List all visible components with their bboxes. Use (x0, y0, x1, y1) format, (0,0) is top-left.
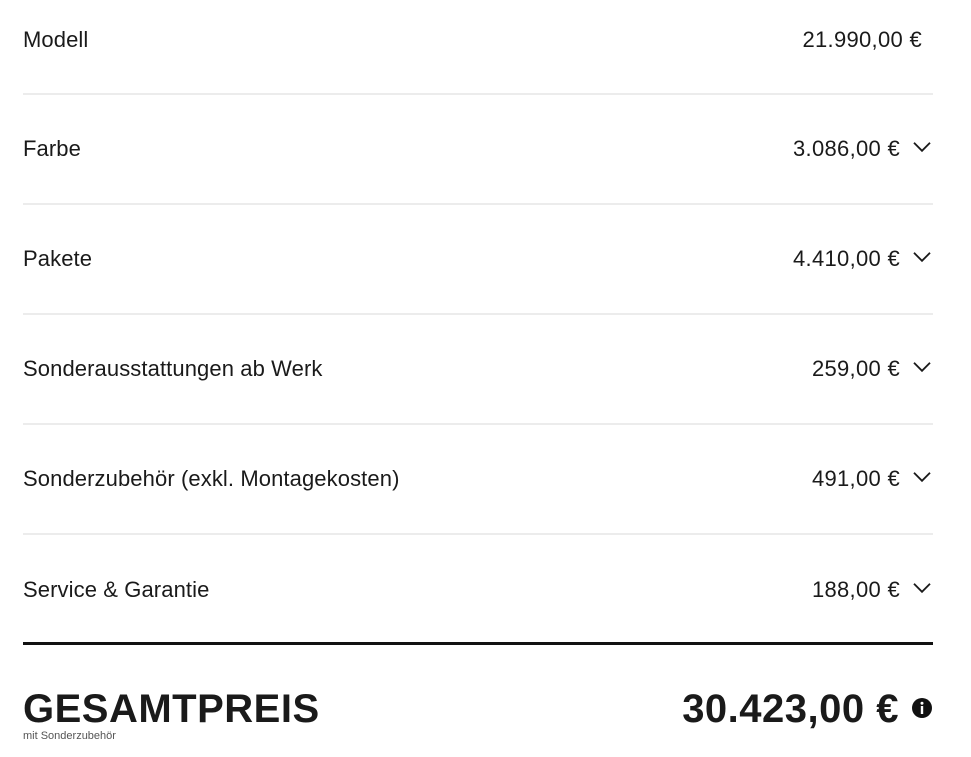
info-icon[interactable] (911, 697, 933, 719)
row-label: Pakete (23, 246, 93, 271)
row-sonderzubehoer[interactable] (23, 425, 933, 535)
row-label: Sonderzubehör (exkl. Montagekosten) (23, 466, 400, 491)
row-price: 188,00 € (811, 577, 900, 602)
row-price: 3.086,00 € (793, 136, 900, 161)
chevron-down-icon[interactable] (911, 466, 933, 488)
row-pakete[interactable] (23, 205, 933, 315)
row-label: Modell (23, 27, 89, 52)
row-price: 491,00 € (811, 466, 900, 491)
row-price: 259,00 € (811, 356, 900, 381)
row-label: Farbe (23, 136, 81, 161)
total-price: 30.423,00 € (682, 687, 899, 731)
row-price: 21.990,00 € (802, 27, 922, 52)
total-label: GESAMTPREIS (23, 687, 320, 731)
chevron-down-icon[interactable] (911, 246, 933, 268)
row-price: 4.410,00 € (793, 246, 900, 271)
chevron-down-icon[interactable] (911, 356, 933, 378)
total-sublabel: mit Sonderzubehör (23, 730, 116, 742)
row-sonderausstattungen[interactable] (23, 315, 933, 425)
row-label: Service & Garantie (23, 577, 210, 602)
row-label: Sonderausstattungen ab Werk (23, 356, 323, 381)
row-modell (23, 0, 933, 95)
chevron-down-icon[interactable] (911, 136, 933, 158)
price-summary (23, 0, 933, 645)
total-divider (23, 642, 933, 645)
row-farbe[interactable] (23, 95, 933, 205)
chevron-down-icon[interactable] (911, 577, 933, 599)
row-service-garantie[interactable] (23, 535, 933, 645)
